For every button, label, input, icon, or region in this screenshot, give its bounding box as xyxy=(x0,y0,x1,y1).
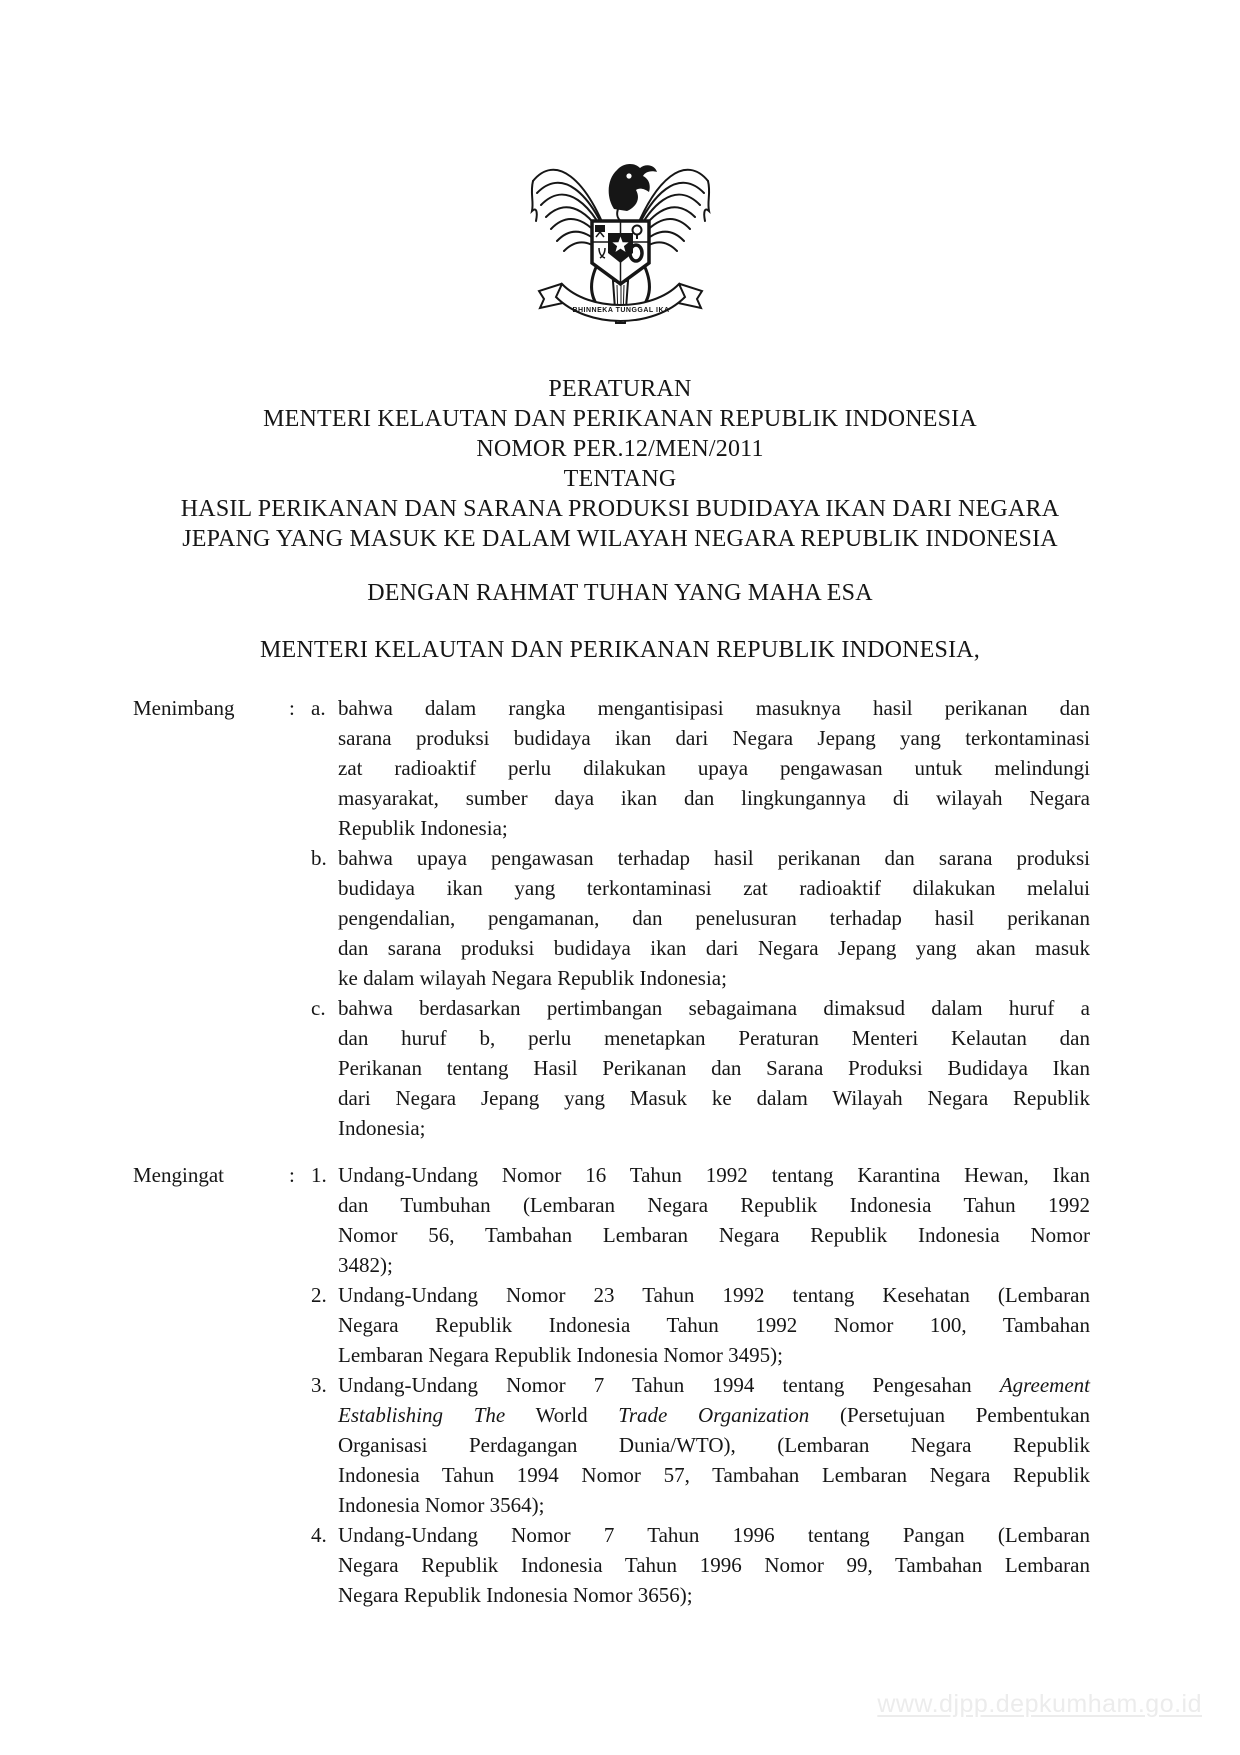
text-line: Establishing The World Trade Organization (Persetujuan Pembentukan xyxy=(338,1403,1091,1427)
text-line: sarana produksi budidaya ikan dari Negara Jepang yang terkontaminasi xyxy=(338,726,1090,750)
section-label: Mengingat xyxy=(133,1163,224,1187)
text-line: Undang-Undang Nomor 16 Tahun 1992 tentang Karantina Hewan, Ikan xyxy=(338,1163,1090,1187)
invocation-line: DENGAN RAHMAT TUHAN YANG MAHA ESA xyxy=(367,580,873,606)
section-mengingat xyxy=(0,1160,1240,1610)
section-items xyxy=(311,1160,1090,1610)
item-text xyxy=(338,1160,1090,1280)
section-items xyxy=(311,693,1090,1143)
list-item xyxy=(311,843,1090,993)
text-line: ke dalam wilayah Negara Republik Indonesia; xyxy=(338,966,727,990)
text-line: Indonesia Tahun 1994 Nomor 57, Tambahan Lembaran Negara Republik xyxy=(338,1463,1090,1487)
text-line: dan sarana produksi budidaya ikan dari Negara Jepang yang akan masuk xyxy=(338,936,1090,960)
list-item xyxy=(311,1280,1090,1370)
list-item xyxy=(311,1160,1090,1280)
title-line: TENTANG xyxy=(563,466,677,492)
item-text xyxy=(338,1520,1090,1610)
text-line: budidaya ikan yang terkontaminasi zat radioaktif dilakukan melalui xyxy=(338,876,1090,900)
document-title xyxy=(0,374,1240,554)
item-marker: b. xyxy=(311,846,327,870)
text-line: Republik Indonesia; xyxy=(338,816,508,840)
text-line: Negara Republik Indonesia Nomor 3656); xyxy=(338,1583,693,1607)
title-line-subject: HASIL PERIKANAN DAN SARANA PRODUKSI BUDIDAYA IKAN DARI NEGARA xyxy=(180,496,1060,522)
section-label: Menimbang xyxy=(133,696,235,720)
text-line: Indonesia; xyxy=(338,1116,426,1140)
list-item xyxy=(311,1520,1090,1610)
text-line: Lembaran Negara Republik Indonesia Nomor 3495); xyxy=(338,1343,783,1367)
item-marker: 3. xyxy=(311,1373,327,1397)
shield-icon xyxy=(592,221,649,284)
preamble-sections xyxy=(0,693,1240,1610)
text-line: dari Negara Jepang yang Masuk ke dalam Wilayah Negara Republik xyxy=(338,1086,1090,1110)
list-item xyxy=(311,693,1090,843)
text-line: dan Tumbuhan (Lembaran Negara Republik Indonesia Tahun 1992 xyxy=(338,1193,1090,1217)
item-text xyxy=(338,1370,1090,1520)
title-line-subject: JEPANG YANG MASUK KE DALAM WILAYAH NEGARA REPUBLIK INDONESIA xyxy=(182,526,1058,552)
text-line: bahwa upaya pengawasan terhadap hasil perikanan dan sarana produksi xyxy=(338,846,1090,870)
item-text xyxy=(338,1280,1090,1370)
text-line: Indonesia Nomor 3564); xyxy=(338,1493,545,1517)
item-marker: 2. xyxy=(311,1283,327,1307)
garuda-pancasila-emblem xyxy=(528,151,713,345)
item-marker: a. xyxy=(311,696,326,720)
section-colon: : xyxy=(289,696,295,720)
text-line: zat radioaktif perlu dilakukan upaya pengawasan untuk melindungi xyxy=(338,756,1090,780)
text-line: Perikanan tentang Hasil Perikanan dan Sarana Produksi Budidaya Ikan xyxy=(338,1056,1090,1080)
watermark-url: www.djpp.depkumham.go.id xyxy=(877,1690,1202,1718)
item-text xyxy=(338,993,1090,1143)
list-item xyxy=(311,993,1090,1143)
title-line: PERATURAN xyxy=(548,376,692,402)
text-line: Organisasi Perdagangan Dunia/WTO), (Lembaran Negara Republik xyxy=(338,1433,1090,1457)
item-marker: 4. xyxy=(311,1523,327,1547)
item-text xyxy=(338,693,1090,843)
section-menimbang xyxy=(0,693,1240,1143)
authority-line: MENTERI KELAUTAN DAN PERIKANAN REPUBLIK INDONESIA, xyxy=(259,637,981,663)
text-line: Undang-Undang Nomor 7 Tahun 1996 tentang Pangan (Lembaran xyxy=(338,1523,1090,1547)
section-colon: : xyxy=(289,1163,295,1187)
text-line: pengendalian, pengamanan, dan penelusuran terhadap hasil perikanan xyxy=(338,906,1090,930)
text-line: Undang-Undang Nomor 7 Tahun 1994 tentang Pengesahan Agreement xyxy=(338,1373,1090,1397)
banner-text: BHINNEKA TUNGGAL IKA xyxy=(571,307,670,314)
text-line: 3482); xyxy=(338,1253,393,1277)
item-text xyxy=(338,843,1090,993)
text-line: Undang-Undang Nomor 23 Tahun 1992 tentang Kesehatan (Lembaran xyxy=(338,1283,1090,1307)
title-line-number: NOMOR PER.12/MEN/2011 xyxy=(476,436,764,462)
text-line: Negara Republik Indonesia Tahun 1992 Nomor 100, Tambahan xyxy=(338,1313,1090,1337)
item-marker: 1. xyxy=(311,1163,327,1187)
text-line: dan huruf b, perlu menetapkan Peraturan Menteri Kelautan dan xyxy=(338,1026,1090,1050)
text-line: Negara Republik Indonesia Tahun 1996 Nomor 99, Tambahan Lembaran xyxy=(338,1553,1090,1577)
title-line: MENTERI KELAUTAN DAN PERIKANAN REPUBLIK INDONESIA xyxy=(263,406,977,432)
list-item xyxy=(311,1370,1090,1520)
text-line: bahwa berdasarkan pertimbangan sebagaimana dimaksud dalam huruf a xyxy=(338,996,1090,1020)
text-line: bahwa dalam rangka mengantisipasi masuknya hasil perikanan dan xyxy=(338,696,1090,720)
item-marker: c. xyxy=(311,996,326,1020)
text-line: masyarakat, sumber daya ikan dan lingkungannya di wilayah Negara xyxy=(338,786,1090,810)
text-line: Nomor 56, Tambahan Lembaran Negara Republik Indonesia Nomor xyxy=(338,1223,1090,1247)
